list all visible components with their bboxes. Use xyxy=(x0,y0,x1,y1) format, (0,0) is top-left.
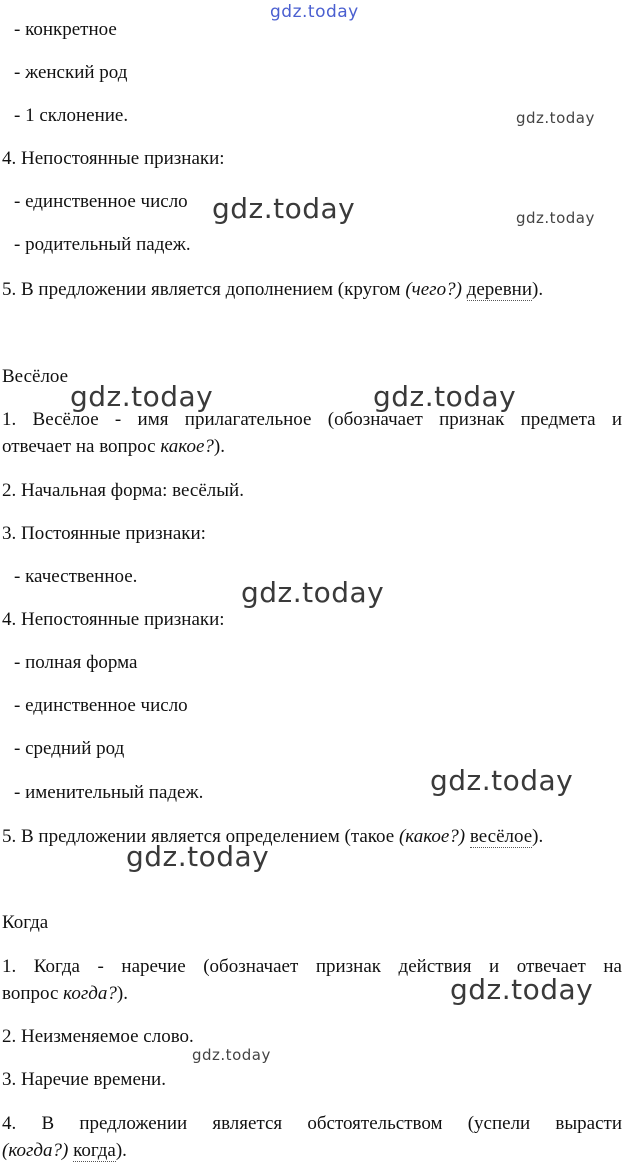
watermark: gdz.today xyxy=(430,764,574,797)
paragraph: 2. Начальная форма: весёлый. xyxy=(2,480,244,501)
paragraph: 1. Когда - наречие (обозначает признак действия и отвечает на xyxy=(2,956,622,977)
paragraph: 5. В предложении является определением (такое (какое?) весёлое). xyxy=(2,826,544,847)
watermark: gdz.today xyxy=(516,109,595,127)
paragraph: 3. Наречие времени. xyxy=(2,1069,166,1090)
section-heading: Когда xyxy=(2,912,49,933)
list-item: - именительный падеж. xyxy=(14,782,204,803)
list-item: - единственное число xyxy=(14,191,188,212)
list-item: - качественное. xyxy=(14,566,138,587)
paragraph: 1. Весёлое - имя прилагательное (обозначает признак предмета и xyxy=(2,409,622,430)
watermark: gdz.today xyxy=(450,973,594,1006)
watermark: gdz.today xyxy=(373,380,517,413)
list-item: - 1 склонение. xyxy=(14,105,129,126)
list-item: - конкретное xyxy=(14,19,117,40)
paragraph: 4. Непостоянные признаки: xyxy=(2,609,225,630)
paragraph: 4. Непостоянные признаки: xyxy=(2,148,225,169)
paragraph: 2. Неизменяемое слово. xyxy=(2,1026,194,1047)
watermark: gdz.today xyxy=(516,209,595,227)
paragraph: отвечает на вопрос какое?). xyxy=(2,436,225,457)
watermark: gdz.today xyxy=(192,1046,271,1064)
watermark: gdz.today xyxy=(126,840,270,873)
watermark: gdz.today xyxy=(270,2,359,22)
list-item: - полная форма xyxy=(14,652,138,673)
paragraph: вопрос когда?). xyxy=(2,983,128,1004)
paragraph: 5. В предложении является дополнением (кругом (чего?) деревни). xyxy=(2,279,544,300)
list-item: - средний род xyxy=(14,738,125,759)
paragraph: 4. В предложении является обстоятельством (успели вырасти xyxy=(2,1113,622,1134)
watermark: gdz.today xyxy=(212,192,356,225)
paragraph: 3. Постоянные признаки: xyxy=(2,523,206,544)
watermark: gdz.today xyxy=(241,576,385,609)
section-heading: Весёлое xyxy=(2,366,69,387)
list-item: - единственное число xyxy=(14,695,188,716)
list-item: - женский род xyxy=(14,62,128,83)
paragraph: (когда?) когда). xyxy=(2,1140,127,1161)
list-item: - родительный падеж. xyxy=(14,234,191,255)
watermark: gdz.today xyxy=(70,380,214,413)
